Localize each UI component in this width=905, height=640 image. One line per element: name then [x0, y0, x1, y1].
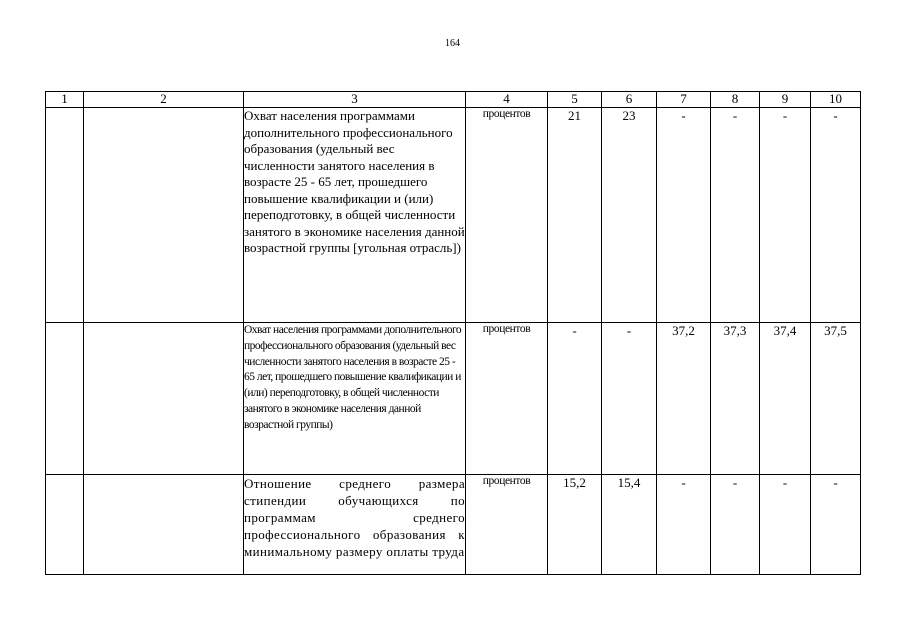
indicators-table [45, 91, 861, 575]
row-number-cell [46, 323, 84, 475]
value-cell: - [711, 475, 760, 575]
indicator-cell: Охват населения программами дополнительного профессионального образования (удельный вес численности занятого населения в возрасте 25 - 65 лет, прошедшего повышение квалификации и (или) переподготовку, в общей численности занятого в экономике населения данной возрастной группы [угольная отрасль]) [244, 108, 466, 323]
program-cell [84, 108, 244, 323]
column-header: 10 [811, 92, 861, 108]
value-cell: - [811, 475, 861, 575]
value-cell: - [548, 323, 602, 475]
value-cell: 21 [548, 108, 602, 323]
program-cell [84, 475, 244, 575]
value-cell: 15,2 [548, 475, 602, 575]
unit-cell: процентов [466, 475, 548, 575]
column-header: 5 [548, 92, 602, 108]
value-cell: - [760, 108, 811, 323]
indicator-cell: Отношение среднего размера стипендии обучающихся по программам среднего профессионального образования к минимальному размеру оплаты труда [244, 475, 466, 575]
row-number-cell [46, 108, 84, 323]
value-cell: - [657, 108, 711, 323]
table-row [46, 475, 861, 575]
row-number-cell [46, 475, 84, 575]
value-cell: - [657, 475, 711, 575]
value-cell: 23 [602, 108, 657, 323]
table-row [46, 108, 861, 323]
value-cell: 37,5 [811, 323, 861, 475]
page-number: 164 [445, 38, 460, 49]
table-row [46, 323, 861, 475]
column-header: 9 [760, 92, 811, 108]
column-header: 1 [46, 92, 84, 108]
column-header: 2 [84, 92, 244, 108]
value-cell: 37,4 [760, 323, 811, 475]
value-cell: - [760, 475, 811, 575]
unit-cell: процентов [466, 108, 548, 323]
value-cell: - [602, 323, 657, 475]
column-header: 7 [657, 92, 711, 108]
value-cell: - [711, 108, 760, 323]
header-row [46, 92, 861, 108]
program-cell [84, 323, 244, 475]
value-cell: 37,2 [657, 323, 711, 475]
value-cell: 15,4 [602, 475, 657, 575]
value-cell: 37,3 [711, 323, 760, 475]
value-cell: - [811, 108, 861, 323]
column-header: 4 [466, 92, 548, 108]
column-header: 3 [244, 92, 466, 108]
column-header: 8 [711, 92, 760, 108]
column-header: 6 [602, 92, 657, 108]
unit-cell: процентов [466, 323, 548, 475]
indicator-cell: Охват населения программами дополнительного профессионального образования (удельный вес численности занятого населения в возрасте 25 - 65 лет, прошедшего повышение квалификации и (или) переподготовку, в общей численности занятого в экономике населения данной возрастной группы) [244, 323, 466, 475]
